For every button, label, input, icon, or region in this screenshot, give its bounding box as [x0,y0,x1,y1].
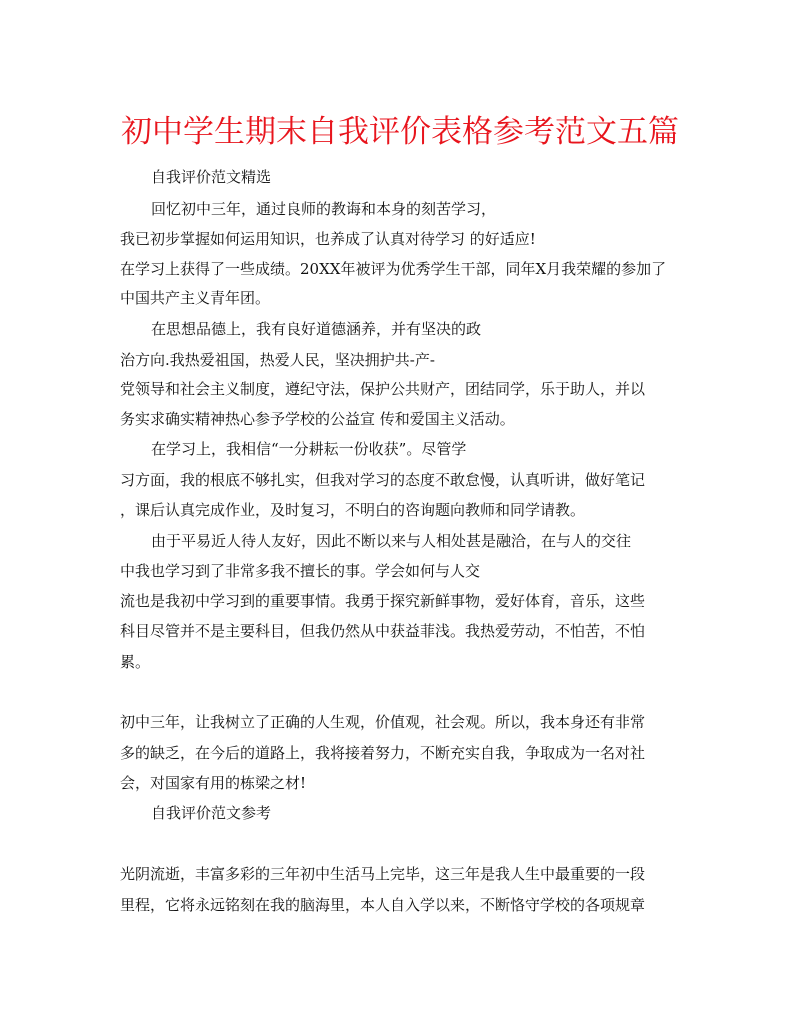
body-line: 中国共产主义青年团。 [120,289,271,307]
body-line: 习方面，我的根底不够扎实，但我对学习的态度不敢怠慢，认真听讲，做好笔记 [120,471,646,489]
body-line: 会，对国家有用的栋梁之材! [120,774,307,792]
section-heading: 自我评价范文参考 [151,804,272,822]
body-line: 务实求确实精神热心参予学校的公益宣 传和爱国主义活动。 [120,410,515,428]
body-line: 党领导和社会主义制度，遵纪守法，保护公共财产，团结同学，乐于助人，并以 [120,380,646,398]
body-line: 累。 [120,653,151,671]
body-line: 在学习上，我相信“一分耕耘一份收获”。尽管学 [151,440,467,458]
document-title: 初中学生期末自我评价表格参考范文五篇 [121,114,679,150]
body-line: 我已初步掌握如何运用知识，也养成了认真对待学习 的好适应! [120,230,536,248]
body-line: 中我也学习到了非常多我不擅长的事。学会如何与人交 [120,562,481,580]
body-line: 由于平易近人待人友好，因此不断以来与人相处甚是融洽，在与人的交往 [151,532,632,550]
section-heading: 自我评价范文精选 [151,168,272,186]
body-line: 光阴流逝，丰富多彩的三年初中生活马上完毕，这三年是我人生中最重要的一段 [120,865,646,883]
body-line: 在思想品德上，我有良好道德涵养，并有坚决的政 [151,320,482,338]
body-line: 里程，它将永远铭刻在我的脑海里，本人自入学以来，不断恪守学校的各项规章 [120,896,646,914]
body-line: 回忆初中三年，通过良师的教诲和本身的刻苦学习， [151,200,497,218]
body-line: 流也是我初中学习到的重要事情。我勇于探究新鲜事物，爱好体育，音乐，这些 [120,592,646,610]
body-line: 科目尽管并不是主要科目，但我仍然从中获益菲浅。我热爱劳动，不怕苦，不怕 [120,622,646,640]
body-line: ，课后认真完成作业，及时复习，不明白的咨询题向教师和同学请教。 [120,501,586,519]
body-line: 初中三年，让我树立了正确的人生观，价值观，社会观。所以，我本身还有非常 [120,713,646,731]
body-line: 在学习上获得了一些成绩。20XX年被评为优秀学生干部，同年X月我荣耀的参加了 [120,260,667,278]
body-line: 治方向.我热爱祖国，热爱人民，坚决拥护共-产- [120,351,435,369]
body-line: 多的缺乏，在今后的道路上，我将接着努力，不断充实自我，争取成为一名对社 [120,744,646,762]
